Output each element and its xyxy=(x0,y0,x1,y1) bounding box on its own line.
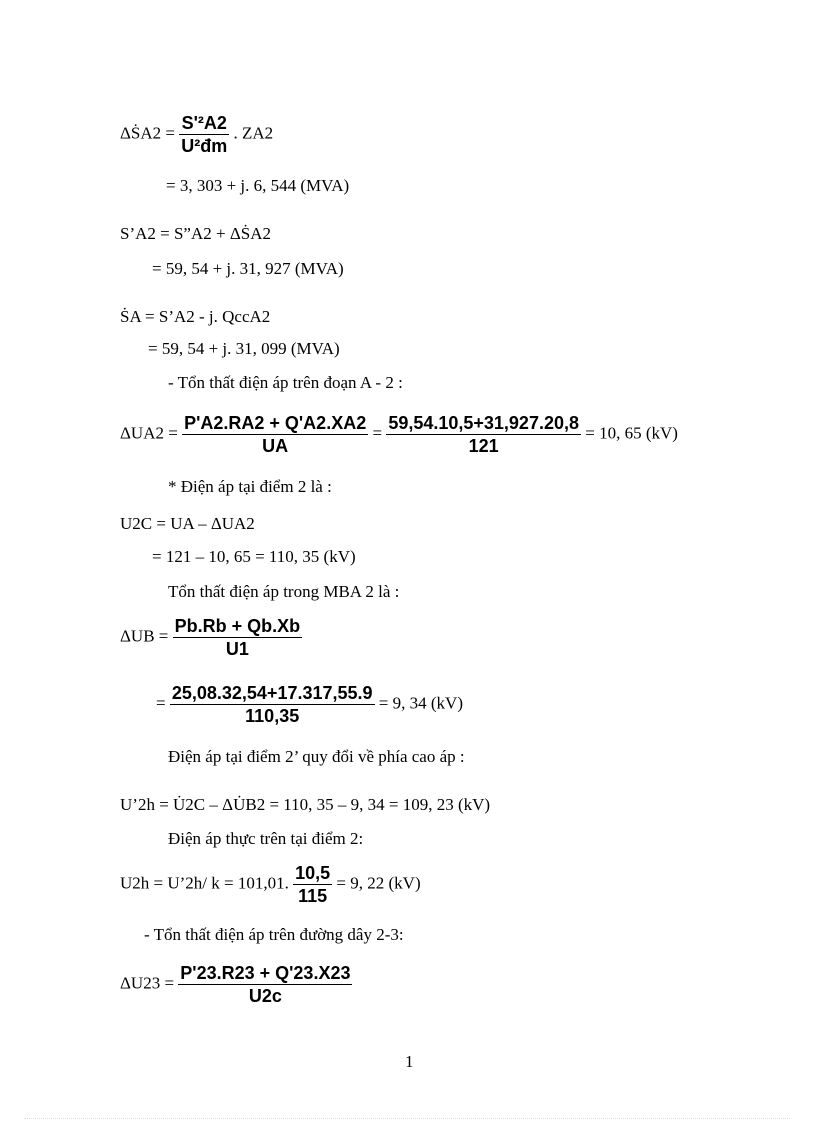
fraction xyxy=(179,112,229,157)
denominator: U²đm xyxy=(181,136,228,156)
equation-delta-u-b xyxy=(120,615,302,660)
equation-result-b xyxy=(156,682,463,727)
eq-rhs: = 9, 34 (kV) xyxy=(378,693,463,713)
result-line: = 59, 54 + j. 31, 927 (MVA) xyxy=(152,259,344,278)
section-heading: * Điện áp tại điểm 2 là : xyxy=(168,477,332,496)
result-line: = 3, 303 + j. 6, 544 (MVA) xyxy=(166,176,350,195)
section-heading: Tổn thất điện áp trong MBA 2 là : xyxy=(168,582,400,601)
equation-line: S’A2 = S”A2 + ΔṠA2 xyxy=(120,224,272,243)
denominator: 121 xyxy=(468,436,499,456)
result-line: = 121 – 10, 65 = 110, 35 (kV) xyxy=(152,547,356,566)
equation-delta-s-a2 xyxy=(120,112,273,157)
page-number: 1 xyxy=(405,1052,414,1071)
section-heading: - Tổn thất điện áp trên đường dây 2-3: xyxy=(144,925,404,944)
denominator: U1 xyxy=(225,639,249,659)
eq-lhs: ΔṠA2 = xyxy=(120,123,176,143)
section-heading: Điện áp thực trên tại điểm 2: xyxy=(168,829,364,848)
denominator: UA xyxy=(262,436,289,456)
result-line: = 59, 54 + j. 31, 099 (MVA) xyxy=(148,339,340,358)
fraction xyxy=(170,682,375,727)
page-bottom-rule xyxy=(24,1118,790,1119)
fraction xyxy=(386,412,581,457)
denominator: 115 xyxy=(298,886,328,906)
equation-line: U2C = UA – ΔUA2 xyxy=(120,514,255,533)
section-heading: Điện áp tại điểm 2’ quy đổi về phía cao áp : xyxy=(168,747,465,766)
eq-lhs: ΔUA2 = xyxy=(120,423,178,443)
equation-delta-u-23 xyxy=(120,962,352,1007)
equation-line: ṠA = S’A2 - j. QccA2 xyxy=(120,307,271,326)
fraction xyxy=(293,862,332,907)
equals-sign: = xyxy=(156,693,166,713)
numerator: 59,54.10,5+31,927.20,8 xyxy=(388,413,579,433)
equation-u-2h xyxy=(120,862,421,907)
numerator: 25,08.32,54+17.317,55.9 xyxy=(171,683,373,703)
numerator: P'A2.RA2 + Q'A2.XA2 xyxy=(184,413,367,433)
eq-lhs: ΔU23 = xyxy=(120,973,175,993)
eq-rhs: = 10, 65 (kV) xyxy=(585,423,678,443)
equation-delta-u-a2 xyxy=(120,412,678,457)
eq-lhs: ΔUB = xyxy=(120,626,169,646)
numerator: 10,5 xyxy=(295,863,331,883)
numerator: P'23.R23 + Q'23.X23 xyxy=(180,963,351,983)
section-heading: - Tổn thất điện áp trên đoạn A - 2 : xyxy=(168,373,403,392)
fraction xyxy=(173,615,303,660)
fraction xyxy=(182,412,368,457)
equation-line: U’2h = U̇2C – ΔU̇B2 = 110, 35 – 9, 34 = 109, 23 (kV) xyxy=(120,795,491,814)
denominator: 110,35 xyxy=(245,706,300,726)
eq-rhs: = 9, 22 (kV) xyxy=(336,873,421,893)
equals-sign: = xyxy=(372,423,383,443)
denominator: U2c xyxy=(248,986,282,1006)
fraction xyxy=(178,962,352,1007)
eq-rhs: . ZA2 xyxy=(233,123,274,143)
eq-lhs: U2h = U’2h/ k = 101,01. xyxy=(120,873,289,893)
numerator: Pb.Rb + Qb.Xb xyxy=(174,616,301,636)
numerator: S'²A2 xyxy=(179,112,229,135)
